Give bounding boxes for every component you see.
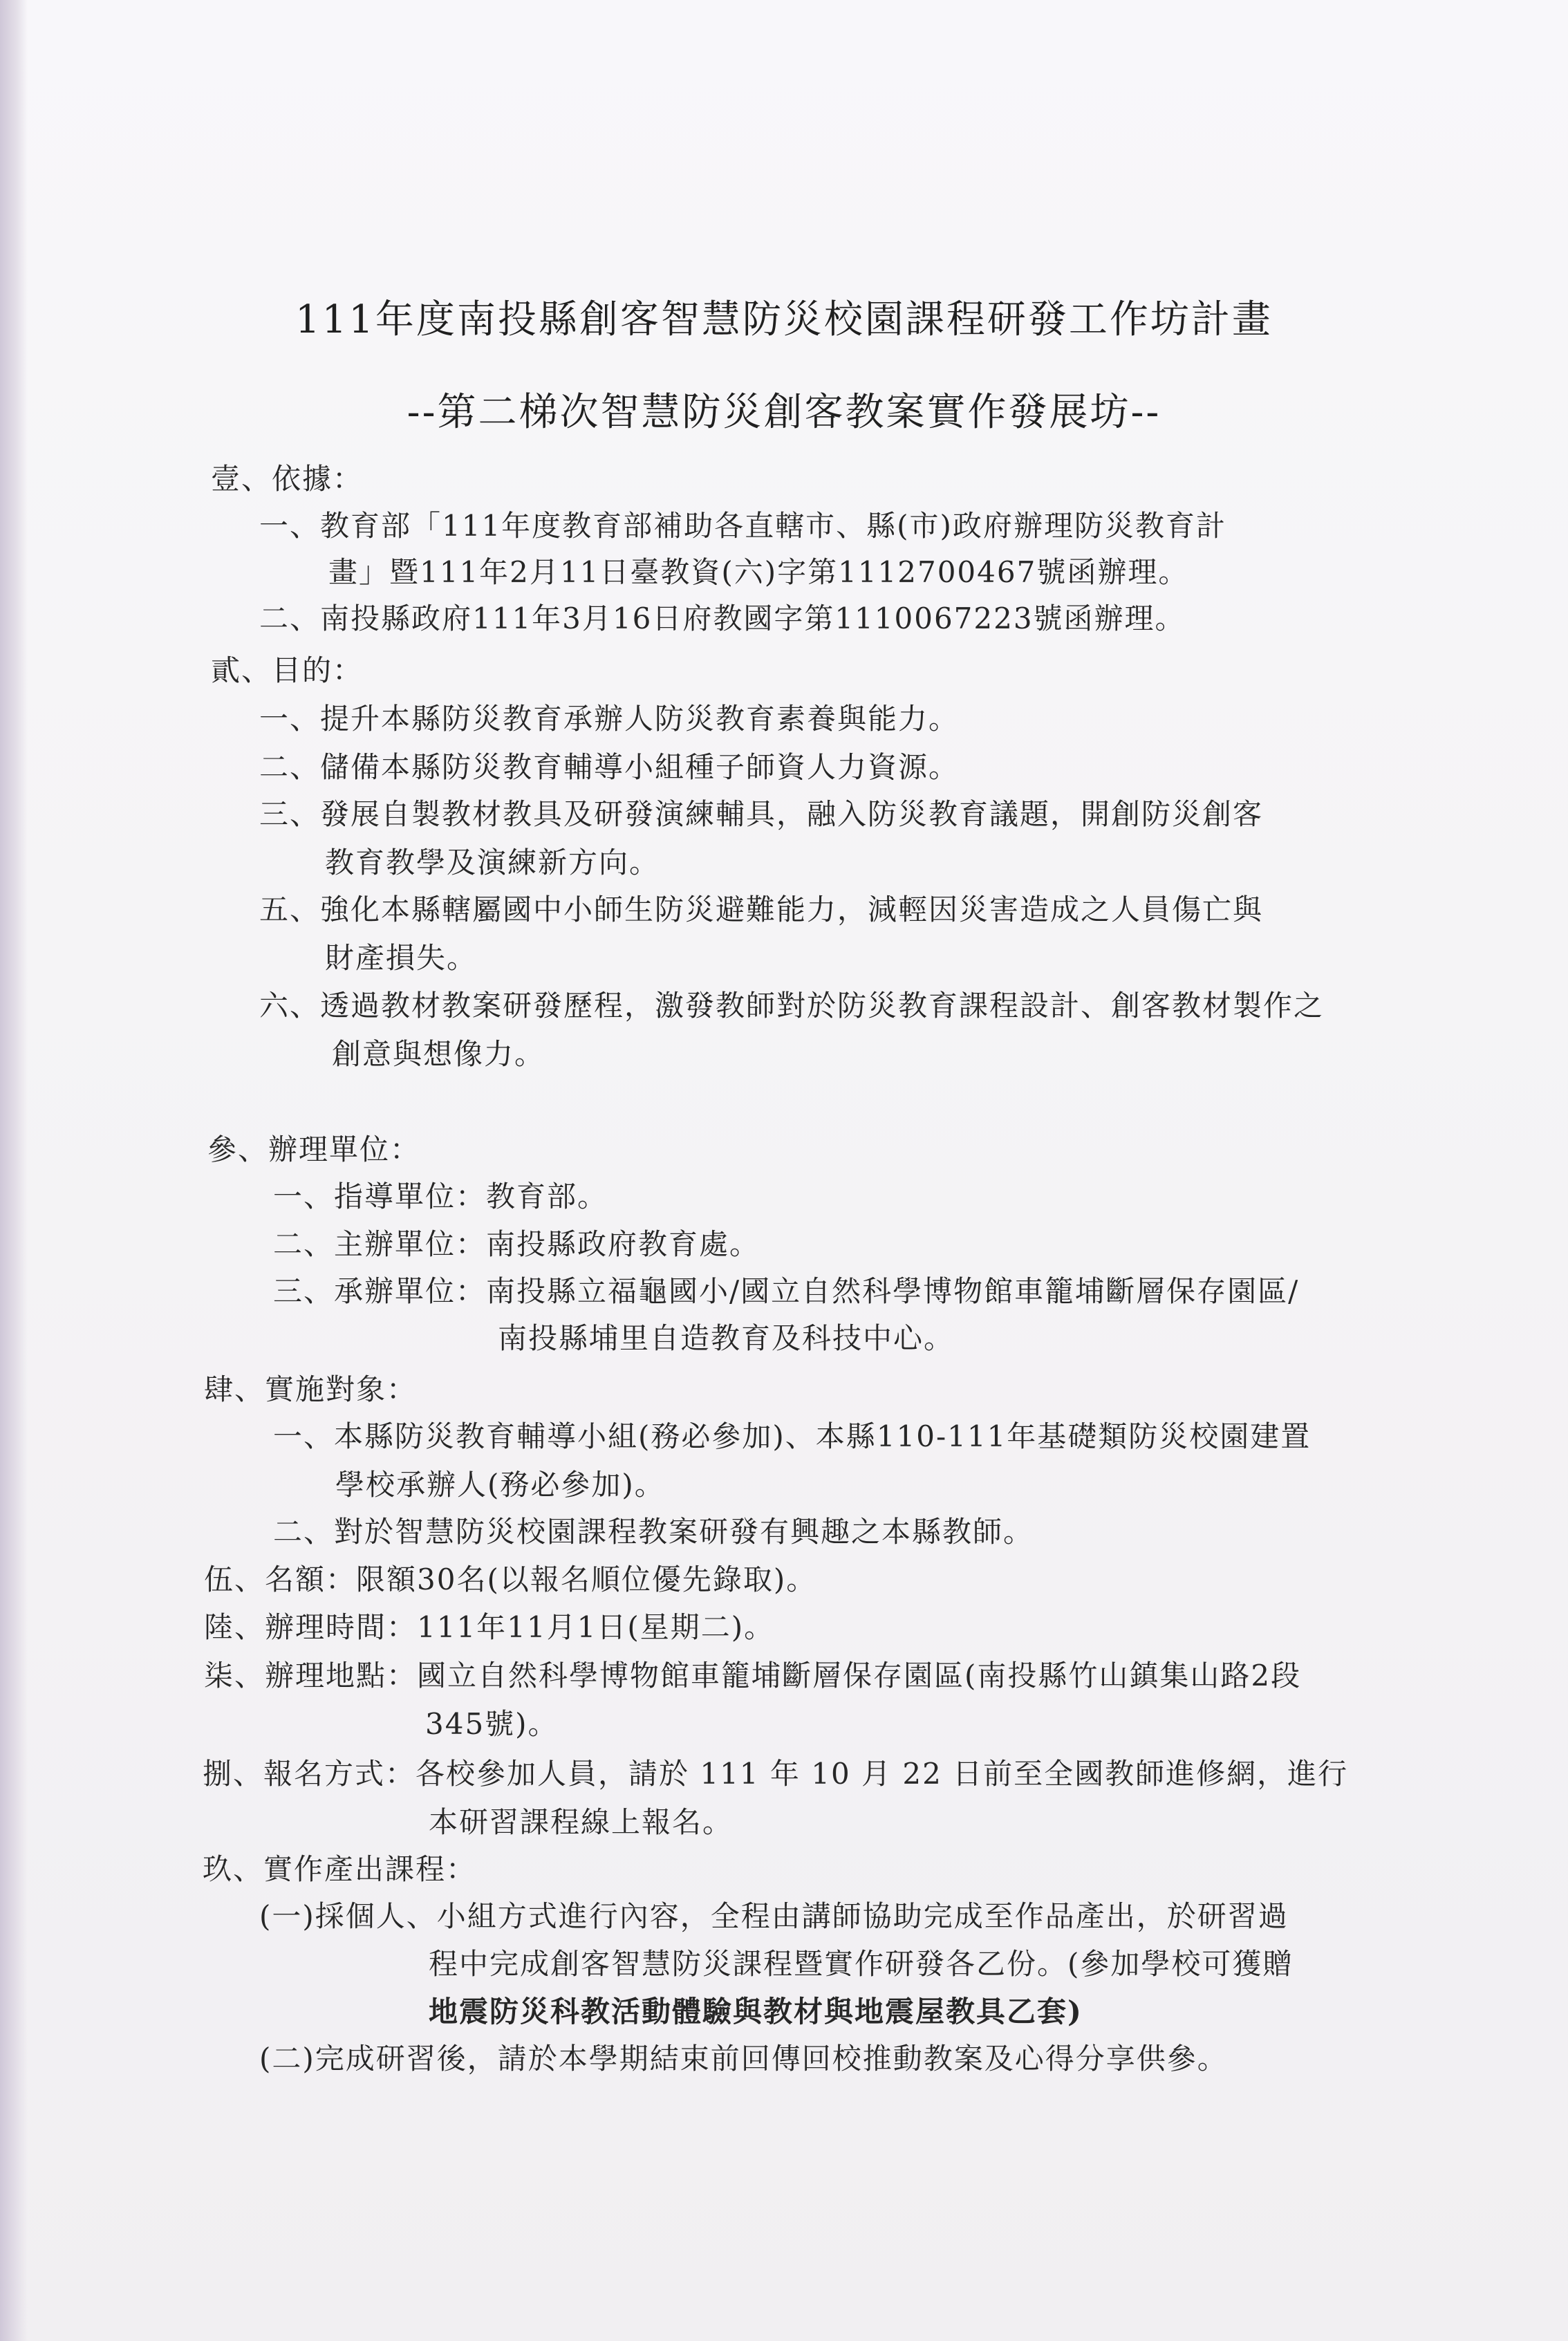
page-edge-shadow: [0, 0, 28, 2341]
section-heading: 柒、辦理地點：國立自然科學博物館車籠埔斷層保存園區(南投縣竹山鎮集山路2段: [204, 1659, 1302, 1692]
list-item: 一、本縣防災教育輔導小組(務必參加)、本縣110-111年基礎類防災校園建置: [273, 1419, 1312, 1453]
list-item: 一、指導單位：教育部。: [273, 1179, 608, 1213]
section-heading: 陸、辦理時間：111年11月1日(星期二)。: [204, 1610, 775, 1644]
list-item: 一、提升本縣防災教育承辦人防災教育素養與能力。: [259, 702, 960, 736]
list-item: 三、承辦單位：南投縣立福龜國小/國立自然科學博物館車籠埔斷層保存園區/: [273, 1274, 1300, 1308]
section-continuation: 345號)。: [425, 1707, 559, 1741]
document-title: 111年度南投縣創客智慧防災校園課程研發工作坊計畫: [295, 297, 1273, 342]
list-item-continuation: 教育教學及演練新方向。: [325, 846, 660, 879]
list-item: 六、透過教材教案研發歷程，激發教師對於防災教育課程設計、創客教材製作之: [259, 989, 1325, 1023]
list-item-continuation-bold: 地震防災科教活動體驗與教材與地震屋教具乙套): [429, 1995, 1083, 2028]
section-continuation: 本研習課程線上報名。: [429, 1805, 734, 1839]
list-item: (一)採個人、小組方式進行內容，全程由講師協助完成至作品產出，於研習過: [259, 1899, 1289, 1933]
list-item: 一、教育部「111年度教育部補助各直轄市、縣(市)政府辦理防災教育計: [259, 509, 1226, 543]
list-item-continuation: 南投縣埔里自造教育及科技中心。: [498, 1321, 955, 1355]
list-item: 三、發展自製教材教具及研發演練輔具，融入防災教育議題，開創防災創客: [259, 797, 1264, 831]
list-item-continuation: 學校承辦人(務必參加)。: [335, 1468, 665, 1502]
document-subtitle: --第二梯次智慧防災創客教案實作發展坊--: [407, 390, 1161, 435]
section-heading: 壹、依據：: [211, 462, 364, 496]
section-heading: 參、辦理單位：: [207, 1132, 421, 1166]
list-item-continuation: 創意與想像力。: [332, 1037, 545, 1071]
list-item: (二)完成研習後，請於本學期結束前回傳回校推動教案及心得分享供參。: [259, 2042, 1228, 2076]
list-item: 二、主辦單位：南投縣政府教育處。: [273, 1227, 760, 1261]
list-item: 二、對於智慧防災校園課程教案研發有興趣之本縣教師。: [273, 1515, 1034, 1549]
list-item-continuation: 程中完成創客智慧防災課程暨實作研發各乙份。(參加學校可獲贈: [429, 1947, 1294, 1981]
list-item: 二、南投縣政府111年3月16日府教國字第1110067223號函辦理。: [259, 601, 1186, 635]
section-heading: 貳、目的：: [211, 653, 364, 687]
list-item-continuation: 財產損失。: [325, 941, 478, 975]
section-heading: 玖、實作產出課程：: [203, 1852, 477, 1886]
list-item: 二、儲備本縣防災教育輔導小組種子師資人力資源。: [259, 750, 960, 784]
list-item-continuation: 畫」暨111年2月11日臺教資(六)字第1112700467號函辦理。: [328, 555, 1189, 589]
section-heading: 捌、報名方式：各校參加人員，請於 111 年 10 月 22 日前至全國教師進修網，進行: [203, 1757, 1349, 1791]
section-heading: 伍、名額：限額30名(以報名順位優先錄取)。: [204, 1563, 817, 1596]
section-heading: 肆、實施對象：: [204, 1372, 418, 1406]
list-item: 五、強化本縣轄屬國中小師生防災避難能力，減輕因災害造成之人員傷亡與: [259, 893, 1264, 926]
